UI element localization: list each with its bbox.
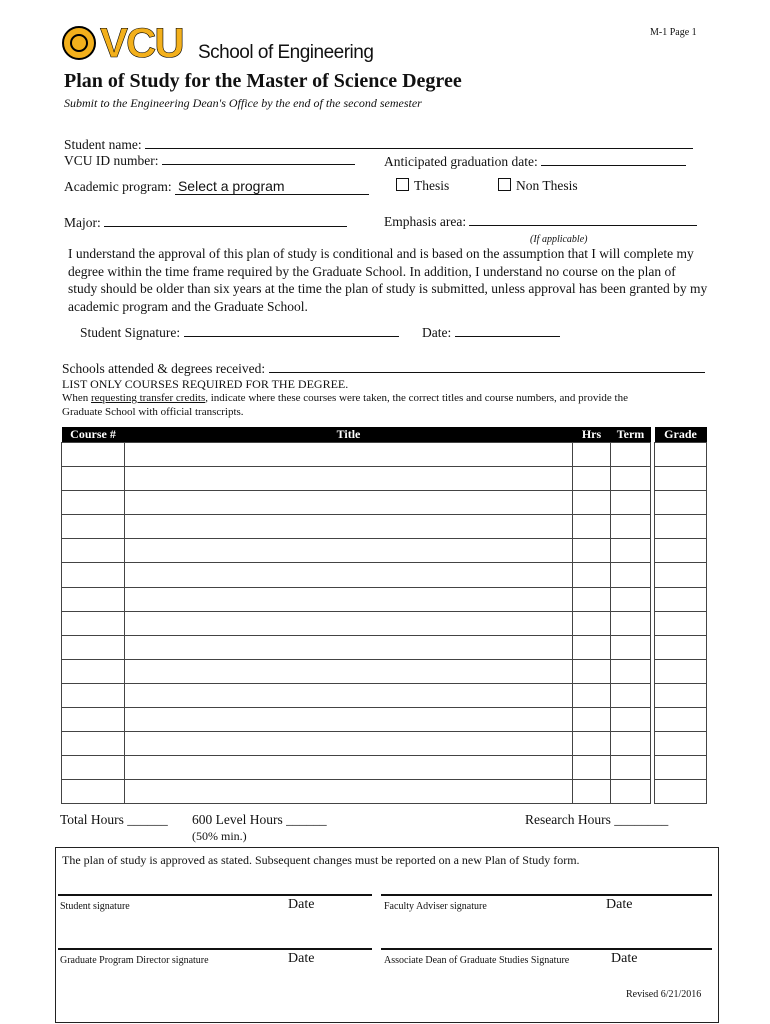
transfer-note-rest: , indicate where these courses were taken, the correct titles and course numbers, and provide the	[205, 392, 628, 404]
vcu-id-field[interactable]	[162, 152, 355, 165]
school-name: School of Engineering	[198, 42, 374, 63]
title-cell[interactable]	[125, 611, 573, 635]
hrs-cell[interactable]	[573, 467, 611, 491]
table-row	[62, 587, 707, 611]
course-cell[interactable]	[62, 539, 125, 563]
student-signature-line[interactable]	[58, 894, 372, 896]
emphasis-row	[384, 213, 697, 230]
faculty-signature-line[interactable]	[381, 894, 712, 896]
thesis-label: Thesis	[414, 178, 450, 193]
signature-date-label: Date:	[422, 325, 452, 340]
transfer-note-line2: Graduate School with official transcripts.	[62, 406, 244, 418]
grade-cell[interactable]	[655, 611, 707, 635]
student-signature-date: Date	[288, 897, 315, 912]
table-header-row	[62, 427, 707, 443]
vcu-seal-icon	[62, 26, 96, 60]
grade-cell[interactable]	[655, 635, 707, 659]
director-signature-date: Date	[288, 951, 315, 966]
thesis-option[interactable]	[396, 178, 449, 194]
major-row	[64, 214, 347, 231]
dean-signature-line[interactable]	[381, 948, 712, 950]
page-number: M-1 Page 1	[650, 27, 697, 38]
grad-date-label: Anticipated graduation date:	[384, 154, 538, 169]
term-cell[interactable]	[611, 708, 651, 732]
schools-label: Schools attended & degrees received:	[62, 361, 266, 376]
header-title: Title	[125, 427, 573, 443]
student-name-field[interactable]	[145, 136, 693, 149]
non-thesis-checkbox[interactable]	[498, 178, 511, 191]
grade-cell[interactable]	[655, 683, 707, 707]
title-cell[interactable]	[125, 587, 573, 611]
non-thesis-option[interactable]	[498, 178, 578, 194]
course-cell[interactable]	[62, 515, 125, 539]
course-cell[interactable]	[62, 756, 125, 780]
faculty-signature-caption: Faculty Adviser signature	[384, 901, 487, 912]
title-cell[interactable]	[125, 563, 573, 587]
header-hrs: Hrs	[573, 427, 611, 443]
grade-cell[interactable]	[655, 659, 707, 683]
term-cell[interactable]	[611, 756, 651, 780]
table-row	[62, 635, 707, 659]
student-name-row	[64, 136, 693, 153]
transfer-note-prefix: When	[62, 392, 92, 404]
student-name-label: Student name:	[64, 137, 142, 152]
hrs-cell[interactable]	[573, 683, 611, 707]
hrs-cell[interactable]	[573, 563, 611, 587]
revised-date: Revised 6/21/2016	[626, 989, 702, 1000]
vcu-id-label: VCU ID number:	[64, 153, 159, 168]
hrs-cell[interactable]	[573, 708, 611, 732]
table-row	[62, 539, 707, 563]
table-row	[62, 611, 707, 635]
hrs-cell[interactable]	[573, 732, 611, 756]
table-row	[62, 515, 707, 539]
grade-cell[interactable]	[655, 467, 707, 491]
title-cell[interactable]	[125, 659, 573, 683]
vcu-wordmark: VCU	[100, 19, 183, 66]
student-signature-row	[80, 324, 399, 341]
table-row	[62, 780, 707, 804]
course-cell[interactable]	[62, 683, 125, 707]
director-signature-line[interactable]	[58, 948, 372, 950]
level-hours-min: (50% min.)	[192, 829, 247, 843]
title-cell[interactable]	[125, 443, 573, 467]
student-signature-caption: Student signature	[60, 901, 130, 912]
grade-cell[interactable]	[655, 491, 707, 515]
title-cell[interactable]	[125, 732, 573, 756]
title-cell[interactable]	[125, 708, 573, 732]
table-row	[62, 467, 707, 491]
course-cell[interactable]	[62, 780, 125, 804]
term-cell[interactable]	[611, 659, 651, 683]
hrs-cell[interactable]	[573, 659, 611, 683]
title-cell[interactable]	[125, 539, 573, 563]
table-row	[62, 659, 707, 683]
director-signature-caption: Graduate Program Director signature	[60, 955, 209, 966]
grade-cell[interactable]	[655, 515, 707, 539]
course-cell[interactable]	[62, 708, 125, 732]
grade-cell[interactable]	[655, 587, 707, 611]
major-field[interactable]	[104, 214, 347, 227]
thesis-checkbox[interactable]	[396, 178, 409, 191]
grade-cell[interactable]	[655, 756, 707, 780]
dean-signature-date: Date	[611, 951, 638, 966]
dean-signature-caption: Associate Dean of Graduate Studies Signature	[384, 955, 570, 966]
table-row	[62, 491, 707, 515]
hrs-cell[interactable]	[573, 539, 611, 563]
hrs-cell[interactable]	[573, 780, 611, 804]
table-row	[62, 683, 707, 707]
transfer-note	[62, 392, 628, 404]
term-cell[interactable]	[611, 515, 651, 539]
hrs-cell[interactable]	[573, 491, 611, 515]
title-cell[interactable]	[125, 515, 573, 539]
header-term: Term	[611, 427, 651, 443]
level-hours[interactable]: 600 Level Hours ______	[192, 812, 327, 827]
signature-date-row	[422, 324, 560, 341]
vcu-id-row	[64, 152, 355, 169]
course-cell[interactable]	[62, 611, 125, 635]
course-cell[interactable]	[62, 732, 125, 756]
emphasis-field[interactable]	[469, 213, 697, 226]
term-cell[interactable]	[611, 443, 651, 467]
schools-row	[62, 360, 705, 377]
term-cell[interactable]	[611, 683, 651, 707]
grade-cell[interactable]	[655, 732, 707, 756]
course-cell[interactable]	[62, 563, 125, 587]
hrs-cell[interactable]	[573, 587, 611, 611]
transfer-credits-link[interactable]: requesting transfer credits	[91, 392, 206, 404]
header-course: Course #	[62, 427, 125, 443]
table-row	[62, 443, 707, 467]
term-cell[interactable]	[611, 467, 651, 491]
grade-cell[interactable]	[655, 443, 707, 467]
table-row	[62, 732, 707, 756]
if-applicable-note: (If applicable)	[530, 234, 588, 245]
schools-field[interactable]	[269, 360, 705, 373]
course-table	[61, 427, 707, 804]
approval-text: The plan of study is approved as stated. Subsequent changes must be reported on a new Plan of Study form.	[62, 853, 580, 867]
title-cell[interactable]	[125, 780, 573, 804]
non-thesis-label: Non Thesis	[516, 178, 578, 193]
student-signature-label: Student Signature:	[80, 325, 181, 340]
grad-date-row	[384, 153, 686, 170]
program-select[interactable]: Select a program	[175, 178, 369, 195]
term-cell[interactable]	[611, 563, 651, 587]
grade-cell[interactable]	[655, 708, 707, 732]
course-cell[interactable]	[62, 491, 125, 515]
page-title: Plan of Study for the Master of Science Degree	[64, 70, 462, 92]
course-cell[interactable]	[62, 467, 125, 491]
approval-box	[55, 847, 719, 1023]
term-cell[interactable]	[611, 587, 651, 611]
hrs-cell[interactable]	[573, 635, 611, 659]
title-cell[interactable]	[125, 635, 573, 659]
header-grade: Grade	[655, 427, 707, 443]
grade-cell[interactable]	[655, 563, 707, 587]
table-row	[62, 708, 707, 732]
table-row	[62, 756, 707, 780]
page-subtitle: Submit to the Engineering Dean's Office by the end of the second semester	[64, 96, 422, 110]
term-cell[interactable]	[611, 635, 651, 659]
table-row	[62, 563, 707, 587]
hrs-cell[interactable]	[573, 611, 611, 635]
program-row	[64, 178, 369, 195]
total-hours[interactable]: Total Hours ______	[60, 812, 168, 827]
course-cell[interactable]	[62, 659, 125, 683]
course-cell[interactable]	[62, 443, 125, 467]
title-cell[interactable]	[125, 491, 573, 515]
term-cell[interactable]	[611, 611, 651, 635]
course-cell[interactable]	[62, 587, 125, 611]
signature-date-field[interactable]	[455, 324, 560, 337]
term-cell[interactable]	[611, 780, 651, 804]
faculty-signature-date: Date	[606, 897, 633, 912]
grade-cell[interactable]	[655, 539, 707, 563]
program-label: Academic program:	[64, 179, 172, 194]
term-cell[interactable]	[611, 732, 651, 756]
hrs-cell[interactable]	[573, 515, 611, 539]
title-cell[interactable]	[125, 683, 573, 707]
term-cell[interactable]	[611, 539, 651, 563]
major-label: Major:	[64, 215, 101, 230]
grad-date-field[interactable]	[541, 153, 686, 166]
research-hours[interactable]: Research Hours ________	[525, 812, 669, 827]
list-only-note: LIST ONLY COURSES REQUIRED FOR THE DEGREE.	[62, 377, 349, 391]
title-cell[interactable]	[125, 467, 573, 491]
grade-cell[interactable]	[655, 780, 707, 804]
course-cell[interactable]	[62, 635, 125, 659]
student-signature-field[interactable]	[184, 324, 399, 337]
title-cell[interactable]	[125, 756, 573, 780]
hrs-cell[interactable]	[573, 756, 611, 780]
term-cell[interactable]	[611, 491, 651, 515]
emphasis-label: Emphasis area:	[384, 214, 467, 229]
hrs-cell[interactable]	[573, 443, 611, 467]
approval-statement: I understand the approval of this plan of study is conditional and is based on the assumption that I will complete my degree within the time frame required by the Graduate School. In addition, I understand no course on the plan of study should be older than six years at the time the plan of study is submitted, unless approval has been granted by my academic program and the Graduate School.	[68, 246, 708, 314]
